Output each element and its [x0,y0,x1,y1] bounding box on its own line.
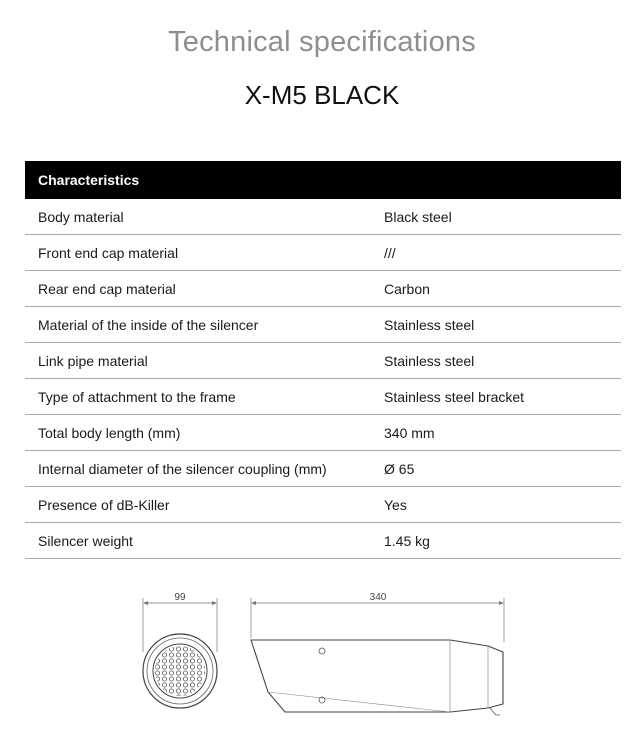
row-label: Rear end cap material [38,280,176,297]
row-value: Stainless steel [384,352,475,369]
silencer-drawing [0,580,644,732]
table-row [25,271,621,307]
table-row [25,199,621,235]
table-row [25,523,621,559]
row-value: 340 mm [384,424,435,441]
front-dimension-label: 99 [174,592,186,603]
row-label: Type of attachment to the frame [38,388,236,405]
row-label: Material of the inside of the silencer [38,316,259,333]
row-label: Internal diameter of the silencer coupling (mm) [38,460,327,477]
table-row [25,379,621,415]
row-value: Stainless steel [384,316,475,333]
table-row [25,415,621,451]
row-label: Body material [38,208,124,225]
table-row [25,487,621,523]
row-label: Silencer weight [38,532,133,549]
table-row [25,307,621,343]
side-dimension [251,592,504,642]
row-label: Presence of dB-Killer [38,496,170,513]
row-value: 1.45 kg [384,532,430,549]
table-row [25,451,621,487]
row-value: Black steel [384,208,452,225]
row-value: Ø 65 [384,460,415,477]
side-dimension-label: 340 [369,592,387,603]
row-label: Link pipe material [38,352,148,369]
row-value: /// [384,244,396,261]
table-header: Characteristics [25,161,621,199]
page-subtitle: Technical specifications [168,26,476,58]
model-title: X-M5 BLACK [244,80,400,110]
spec-table [25,161,621,559]
row-label: Front end cap material [38,244,179,261]
row-value: Stainless steel bracket [384,388,525,405]
row-value: Carbon [384,280,430,297]
row-label: Total body length (mm) [38,424,181,441]
silencer-front-view [143,634,217,708]
silencer-side-view [251,640,503,715]
table-row [25,235,621,271]
table-row [25,343,621,379]
row-value: Yes [384,496,407,513]
